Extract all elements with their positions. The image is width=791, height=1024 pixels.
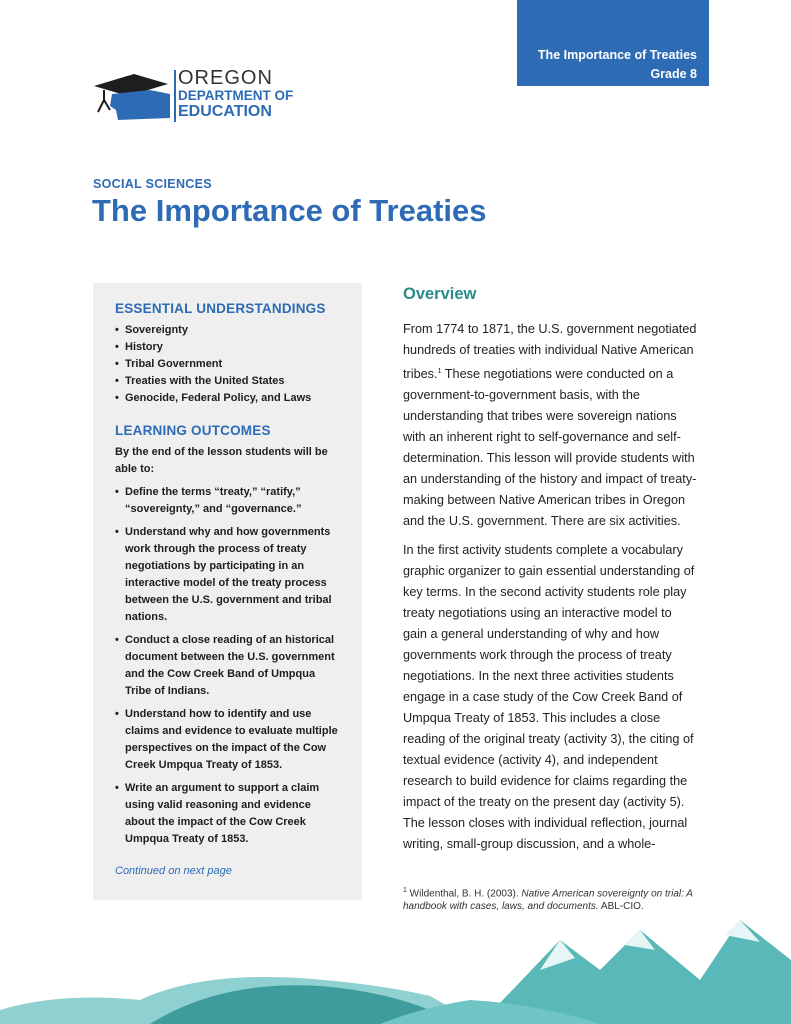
continued-note: Continued on next page xyxy=(115,865,232,877)
list-item: • Tribal Government xyxy=(115,356,340,373)
essential-understandings-heading: ESSENTIAL UNDERSTANDINGS xyxy=(115,301,326,316)
paragraph-text: From 1774 to 1871, the U.S. government negotiated hundreds of treaties with individual Native American tribes. xyxy=(403,322,697,382)
learning-outcomes-list xyxy=(115,484,340,848)
list-item: • Genocide, Federal Policy, and Laws xyxy=(115,390,340,407)
learning-outcomes-intro: By the end of the lesson students will be able to: xyxy=(115,446,328,475)
learning-outcomes-heading: LEARNING OUTCOMES xyxy=(115,423,271,438)
logo-line-education: EDUCATION xyxy=(178,103,272,120)
list-item: • Treaties with the United States xyxy=(115,373,340,390)
page-title: The Importance of Treaties xyxy=(92,193,487,228)
overview-paragraph-1 xyxy=(403,319,699,532)
header-tab-grade: Grade 8 xyxy=(650,67,697,81)
footnote-publisher: ABL-CIO. xyxy=(598,901,644,913)
header-tab-title: The Importance of Treaties xyxy=(537,48,697,62)
list-item: • Write an argument to support a claim using valid reasoning and evidence about the impact of the Cow Creek Umpqua Treaty of 1853. xyxy=(115,780,340,848)
overview-body xyxy=(403,319,699,863)
list-item: • Understand why and how governments work through the process of treaty negotiations by participating in an interactive model of the treaty process between the U.S. government and tribal nations. xyxy=(115,524,340,626)
footnote-ref: 1 xyxy=(437,368,442,375)
mountain-landscape-illustration xyxy=(0,900,791,1024)
list-item: • Understand how to identify and use claims and evidence to evaluate multiple perspectives on the impact of the Cow Creek Umpqua Treaty of 1853. xyxy=(115,706,340,774)
subject-label: SOCIAL SCIENCES xyxy=(93,177,212,191)
essential-understandings-list xyxy=(115,322,340,407)
footnote-author: Wildenthal, B. H. (2003). xyxy=(406,888,522,900)
footnote-number: 1 xyxy=(403,887,407,894)
logo-divider xyxy=(174,70,176,122)
list-item: • Define the terms “treaty,” “ratify,” “sovereignty,” and “governance.” xyxy=(115,484,340,518)
logo-wordmark xyxy=(178,68,293,120)
logo-line-oregon: OREGON xyxy=(178,67,273,89)
list-item: • Sovereignty xyxy=(115,322,340,339)
logo-line-department: DEPARTMENT OF xyxy=(178,88,294,103)
list-item: • Conduct a close reading of an historical document between the U.S. government and the Cow Creek Band of Umpqua Tribe of Indians. xyxy=(115,632,340,700)
list-item: • History xyxy=(115,339,340,356)
header-tab xyxy=(517,0,709,86)
overview-paragraph-2: In the first activity students complete a vocabulary graphic organizer to gain essential understanding of key terms. In the second activity students role play treaty negotiations using an interactive model to gain a general understanding of why and how governments work through the process of treaty negotiations. In the next three activities students engage in a case study of the Cow Creek Band of Umpqua Treaty of 1853. This includes a close reading of the original treaty (activity 3), the citing of textual evidence (activity 4), and independent research to build evidence for claims regarding the impact of the treaty on the present day (activity 5). The lesson closes with individual reflection, journal writing, small-group discussion, and a whole- xyxy=(403,543,695,852)
paragraph-text: These negotiations were conducted on a government-to-government basis, with the understanding that tribes were sovereign nations with an inherent right to self-governance and self-determination. This lesson will provide students with an understanding of the history and impact of treaty-making between Native American tribes in Oregon and the U.S. government. There are six activities. xyxy=(403,367,697,529)
footnote-title: Native American sovereignty on trial: A handbook with cases, laws, and documents. xyxy=(403,888,693,913)
overview-heading: Overview xyxy=(403,285,477,303)
sidebar-panel xyxy=(93,283,362,900)
